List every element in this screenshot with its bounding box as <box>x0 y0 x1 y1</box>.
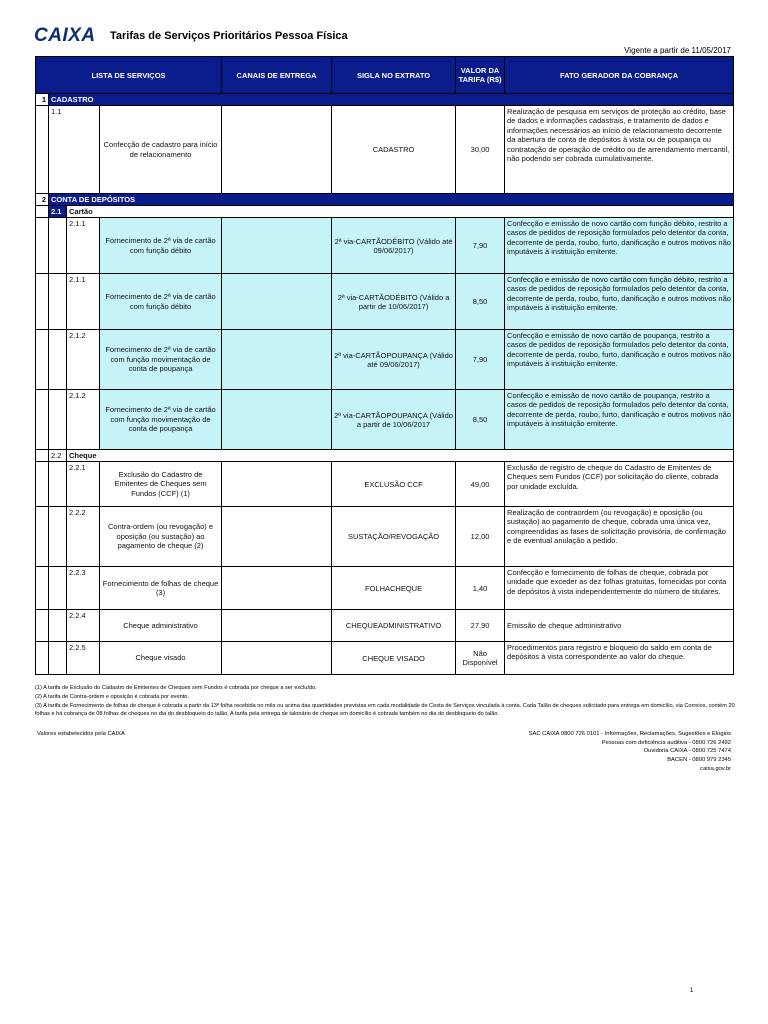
service-name: Cheque visado <box>100 642 222 675</box>
contact-info <box>529 730 731 774</box>
valor-cell: 8,50 <box>456 390 505 450</box>
section-number: 2 <box>36 194 49 206</box>
item-number: 2.2.5 <box>67 642 100 675</box>
service-name: Fornecimento de 2ª via de cartão com função débito <box>100 218 222 274</box>
sigla-cell: 2ª via-CARTÃODÉBITO (Válido a partir de 10/06/2017) <box>332 274 456 330</box>
service-name: Fornecimento de 2ª via de cartão com função débito <box>100 274 222 330</box>
item-number: 2.2.4 <box>67 610 100 642</box>
service-name: Fornecimento de 2ª via de cartão com função movimentação de conta de poupança <box>100 390 222 450</box>
table-row <box>36 642 734 675</box>
item-number: 2.1.2 <box>67 390 100 450</box>
service-name: Cheque administrativo <box>100 610 222 642</box>
channel-cell <box>222 462 332 507</box>
table-row <box>36 610 734 642</box>
sigla-cell: 2ª via-CARTÃOPOUPANÇA (Válido a partir de 10/06/2017 <box>332 390 456 450</box>
table-row <box>36 274 734 330</box>
channel-cell <box>222 610 332 642</box>
service-name: Confecção de cadastro para início de relacionamento <box>100 106 222 194</box>
sigla-cell: CHEQUE VISADO <box>332 642 456 675</box>
section-row-cadastro <box>36 94 734 106</box>
sac-line: SAC CAIXA 0800 726 0101 - Informações, Reclamações, Sugestões e Elogios <box>528 731 731 737</box>
service-name: Contra-ordem (ou revogação) e oposição (ou sustação) ao pagamento de cheque (2) <box>100 507 222 567</box>
table-row <box>36 390 734 450</box>
fato-cell: Confecção e fornecimento de folhas de cheque, cobrada por unidade que exceder as dez folhas gratuitas, fornecidas por conta de depósitos à vista independentemente do número de titulares. <box>505 567 734 610</box>
table-row <box>36 462 734 507</box>
item-number: 2.2.1 <box>67 462 100 507</box>
col-header-valor: VALOR DA TARIFA (R$) <box>456 57 505 94</box>
col-header-services: LISTA DE SERVIÇOS <box>36 57 222 94</box>
fato-cell: Confecção e emissão de novo cartão com função débito, restrito a casos de pedidos de reposição formulados pelo detentor da conta, decorrente de perda, roubo, furto, danificação e outros motivos não imputáveis à instituição emitente. <box>505 218 734 274</box>
table-row <box>36 567 734 610</box>
item-number: 1.1 <box>49 106 100 194</box>
col-header-sigla: SIGLA NO EXTRATO <box>332 57 456 94</box>
table-row <box>36 507 734 567</box>
col-header-fato: FATO GERADOR DA COBRANÇA <box>505 57 734 94</box>
sigla-cell: SUSTAÇÃO/REVOGAÇÃO <box>332 507 456 567</box>
sigla-cell: EXCLUSÃO CCF <box>332 462 456 507</box>
table-row <box>36 330 734 390</box>
channel-cell <box>222 567 332 610</box>
service-name: Fornecimento de 2ª via de cartão com função movimentação de conta de poupança <box>100 330 222 390</box>
channel-cell <box>222 330 332 390</box>
col-header-channels: CANAIS DE ENTREGA <box>222 57 332 94</box>
service-name: Fornecimento de folhas de cheque (3) <box>100 567 222 610</box>
tariff-table <box>35 56 734 675</box>
fato-cell: Confecção e emissão de novo cartão com função débito, restrito a casos de pedidos de reposição formulados pelo detentor da conta, decorrente de perda, roubo, furto, danificação e outros motivos não imputáveis à instituição emitente. <box>505 274 734 330</box>
fato-cell: Confecção e emissão de novo cartão de poupança, restrito a casos de pedidos de reposição formulados pelo detentor da conta, decorrente de perda, roubo, furto, danificação e outros motivos não imputáveis à instituição emitente. <box>505 330 734 390</box>
fato-cell: Confecção e emissão de novo cartão de poupança, restrito a casos de pedidos de reposição formulados pelo detentor da conta, decorrente de perda, roubo, furto, danificação e outros motivos não imputáveis à instituição emitente. <box>505 390 734 450</box>
table-header-row <box>36 57 734 94</box>
valor-cell: 49,00 <box>456 462 505 507</box>
section-number: 1 <box>36 94 49 106</box>
ouvidoria-line: Ouvidoria CAIXA - 0800 725 7474 <box>643 748 731 755</box>
page-number: 1 <box>690 988 694 994</box>
channel-cell <box>222 507 332 567</box>
channel-cell <box>222 274 332 330</box>
caixa-logo: CAIXA <box>34 25 96 46</box>
item-number: 2.1.2 <box>67 330 100 390</box>
channel-cell <box>222 218 332 274</box>
subsection-number: 2.2 <box>49 450 67 462</box>
valor-cell: 30,00 <box>456 106 505 194</box>
fato-cell: Procedimentos para registro e bloqueio do saldo em conta de depósitos à vista correspondente ao valor do cheque. <box>505 642 734 675</box>
subsection-label: Cartão <box>67 206 734 218</box>
subsection-row-cartao <box>36 206 734 218</box>
valor-cell: 12,00 <box>456 507 505 567</box>
service-name: Exclusão do Cadastro de Emitentes de Cheques sem Fundos (CCF) (1) <box>100 462 222 507</box>
table-row <box>36 218 734 274</box>
section-label: CONTA DE DEPÓSITOS <box>49 194 734 206</box>
valor-cell: 7,90 <box>456 218 505 274</box>
subsection-label: Cheque <box>67 450 734 462</box>
section-label: CADASTRO <box>49 94 734 106</box>
channel-cell <box>222 106 332 194</box>
values-note: Valores estabelecidos pela CAIXA <box>37 731 125 737</box>
fato-cell: Emissão de cheque administrativo <box>505 610 734 642</box>
channel-cell <box>222 390 332 450</box>
valor-cell: 27,90 <box>456 610 505 642</box>
website-link[interactable]: caixa.gov.br <box>700 765 731 772</box>
sigla-cell: CHEQUEADMINISTRATIVO <box>332 610 456 642</box>
item-number: 2.2.3 <box>67 567 100 610</box>
effective-date: Vigente a partir de 11/05/2017 <box>624 46 731 55</box>
subsection-number: 2.1 <box>49 206 67 218</box>
channel-cell <box>222 642 332 675</box>
item-number: 2.2.2 <box>67 507 100 567</box>
page-title: Tarifas de Serviços Prioritários Pessoa Física <box>110 30 348 42</box>
deaf-line: Pessoas com deficiência auditiva - 0800 726 2492 <box>601 739 731 746</box>
valor-cell: Não Disponível <box>456 642 505 675</box>
footnote: (1) A tarifa de Exclusão do Cadastro de Emitentes de Cheques sem Fundos é cobrada por cheque a ser excluído. <box>35 685 317 691</box>
table-row <box>36 106 734 194</box>
fato-cell: Exclusão de registro de cheque do Cadastro de Emitentes de Cheques sem Fundos (CCF) por solicitação do cliente, cobrada por unidade excluída. <box>505 462 734 507</box>
valor-cell: 1,40 <box>456 567 505 610</box>
section-row-conta <box>36 194 734 206</box>
subsection-row-cheque <box>36 450 734 462</box>
footnotes <box>35 685 735 720</box>
sigla-cell: FOLHACHEQUE <box>332 567 456 610</box>
fato-cell: Realização de contraordem (ou revogação) e oposição (ou sustação) ao pagamento de cheque, cobrada uma única vez, compreendidas as fases de solicitação provisória, de confirmação e de eventual anulação a pedido. <box>505 507 734 567</box>
sigla-cell: 2ª via-CARTÃODÉBITO (Válido até 09/06/2017) <box>332 218 456 274</box>
valor-cell: 7,90 <box>456 330 505 390</box>
valor-cell: 8,50 <box>456 274 505 330</box>
item-number: 2.1.1 <box>67 218 100 274</box>
bacen-line: BACEN - 0800 979 2345 <box>667 757 731 764</box>
fato-cell: Realização de pesquisa em serviços de proteção ao crédito, base de dados e informações cadastrais, e tratamento de dados e informações necessários ao início de relacionamento decorrente da abertura de conta de depósitos à vista ou de poupança ou contratação de operação de crédito ou de arrendamento mercantil, não podendo ser cobrada cumulativamente. <box>505 106 734 194</box>
footnote: (2) A tarifa de Contra-ordem e oposição é cobrada por evento. <box>35 694 189 701</box>
item-number: 2.1.1 <box>67 274 100 330</box>
sigla-cell: 2ª via-CARTÃOPOUPANÇA (Válido até 09/06/2017) <box>332 330 456 390</box>
sigla-cell: CADASTRO <box>332 106 456 194</box>
footnote: (3) A tarifa de Fornecimento de folhas de cheque é cobrada a partir da 13ª folha recebida no mês ou acima das quantidades previstas em cada modalidade de Cesta de Serviços vinculada à conta. Cada Talão de cheques solicitado para entrega em domicílio, via Correios, contém 20 folhas e há cobrança de 08 folhas de cheques no dia do desbloqueio do talão. A tarifa pela entrega de talonário de cheque em domicílio é cobrada também no dia do desbloqueio do talão. <box>35 703 735 717</box>
